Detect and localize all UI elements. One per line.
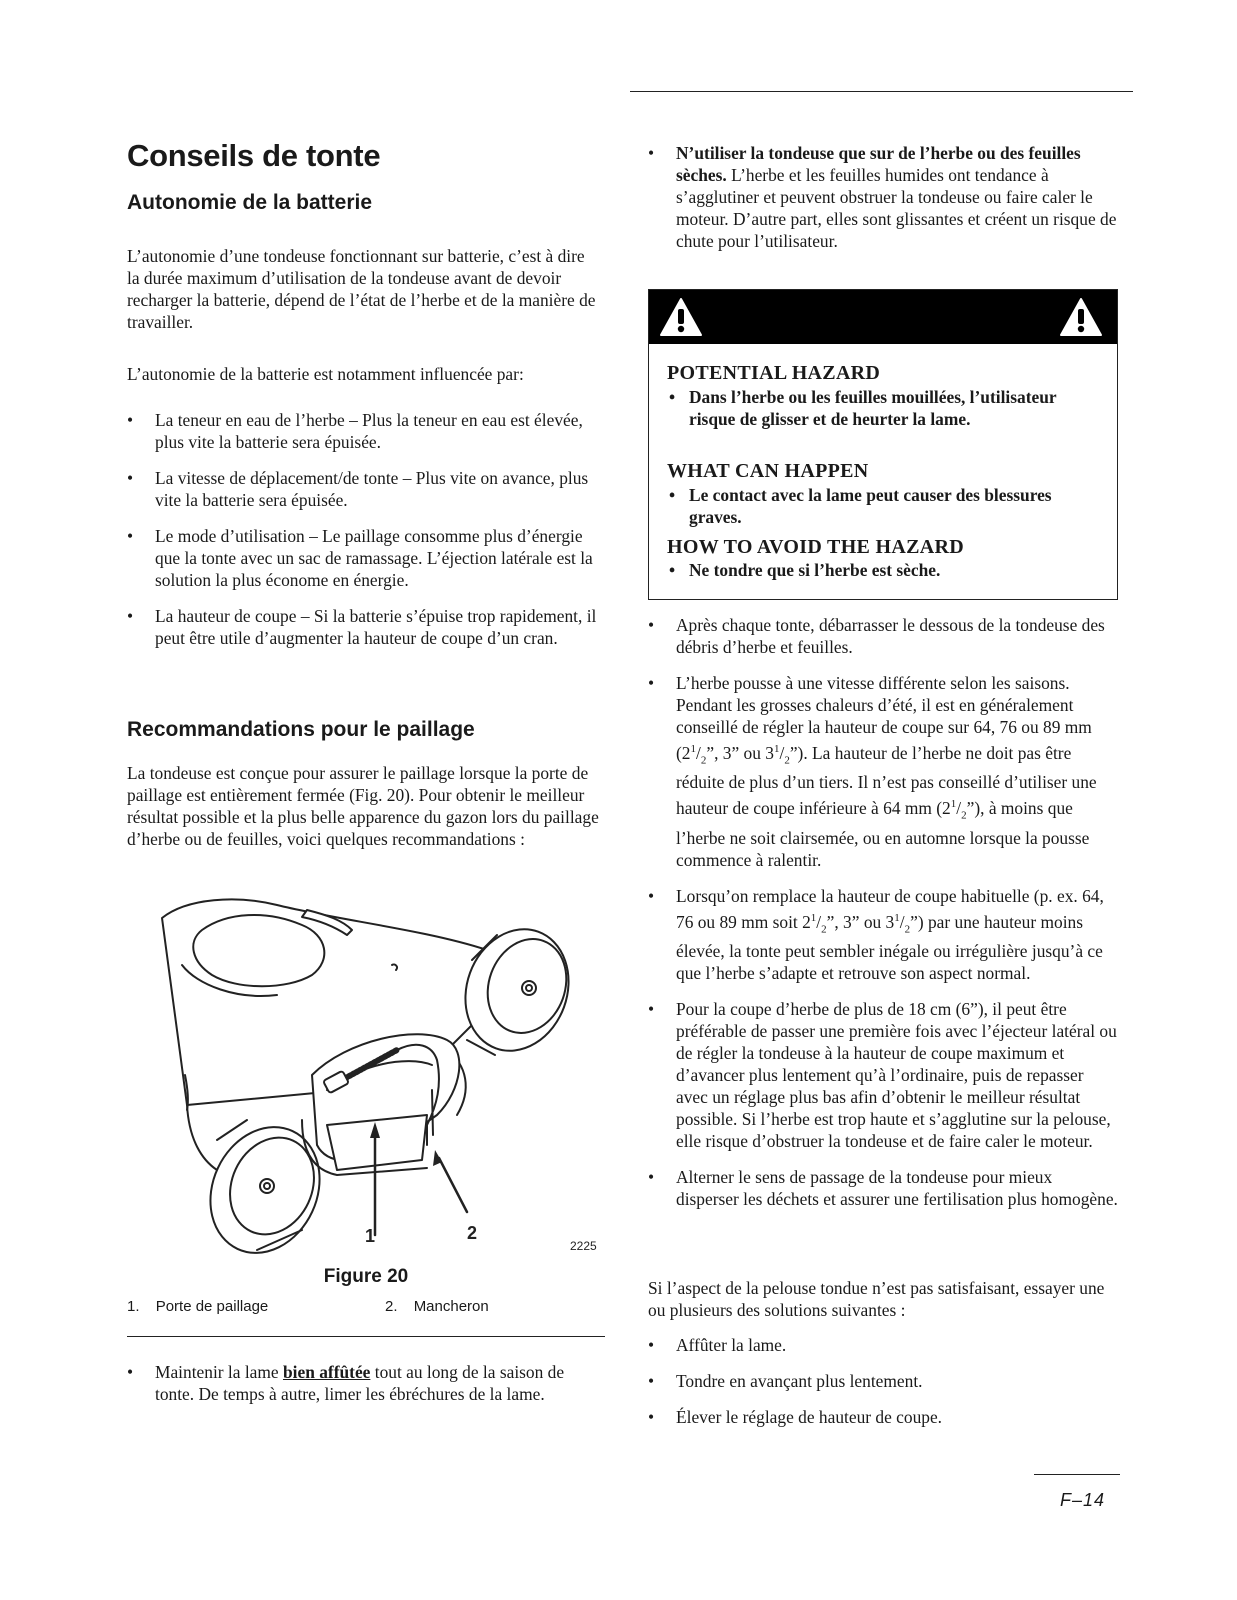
page-title: Conseils de tonte	[127, 138, 381, 173]
warning-heading-hazard: POTENTIAL HAZARD	[667, 362, 881, 384]
page-number: F–14	[1060, 1490, 1106, 1510]
list-item: • Affûter la lame.	[648, 1334, 1118, 1356]
list-item: • La hauteur de coupe – Si la batterie s’épuise trop rapidement, il peut être utile d’augmenter la hauteur de coupe d’un cran.	[127, 605, 597, 649]
list-item: • Ne tondre que si l’herbe est sèche.	[667, 559, 1097, 581]
legend-number: 2.	[385, 1298, 398, 1315]
paragraph-battery-autonomy: L’autonomie d’une tondeuse fonctionnant sur batterie, c’est à dire la durée maximum d’utilisation de la tondeuse avant de devoir recharger la batterie, dépend de l’état de l’herbe et de la manière de travailler.	[127, 246, 596, 332]
legend-text: Porte de paillage	[155, 1298, 269, 1315]
paragraph-mulching: La tondeuse est conçue pour assurer le paillage lorsque la porte de paillage est entièrement fermée (Fig. 20). Pour obtenir le meilleur résultat possible et la plus belle apparence du gazon lors du paillage d’herbe ou de feuilles, voici quelques recommandations :	[127, 763, 599, 849]
section-heading-battery: Autonomie de la batterie	[127, 191, 373, 214]
legend-number: 1.	[127, 1298, 140, 1315]
list-item: • La teneur en eau de l’herbe – Plus la teneur en eau est élevée, plus vite la batterie sera épuisée.	[127, 409, 597, 453]
paragraph-battery-influence: L’autonomie de la batterie est notamment influencée par:	[127, 364, 524, 384]
battery-factor-list	[127, 409, 597, 663]
list-item: • Dans l’herbe ou les feuilles mouillées, l’utilisateur risque de glisser et de heurter la lame.	[667, 386, 1097, 430]
callout-2-label: 2	[467, 1223, 478, 1243]
list-item: • Maintenir la lame bien affûtée tout au long de la saison de tonte. De temps à autre, limer les ébréchures de la lame.	[127, 1361, 597, 1405]
list-item: • Après chaque tonte, débarrasser le dessous de la tondeuse des débris d’herbe et feuilles.	[648, 614, 1118, 658]
warning-list-happen	[667, 484, 1097, 528]
warning-list-avoid	[667, 559, 1097, 581]
list-item: • Le mode d’utilisation – Le paillage consomme plus d’énergie que la tonte avec un sac de ramassage. L’éjection latérale est la solution la plus économe en énergie.	[127, 525, 597, 591]
list-item: • La vitesse de déplacement/de tonte – Plus vite on avance, plus vite la batterie sera épuisée.	[127, 467, 597, 511]
figure-20	[127, 890, 605, 1260]
figure-rule	[127, 1336, 605, 1337]
list-item: • L’herbe pousse à une vitesse différente selon les saisons. Pendant les grosses chaleurs d’été, il est en généralement conseillé de régler la hauteur de coupe sur 64, 76 ou 89 mm ($2^1/_2$”, 3” ou $3^1/_2$”). La hauteur de l’herbe ne doit pas être réduite de plus d’un tiers. Il n’est pas conseillé d’utiliser une hauteur de coupe inférieure à 64 mm $(2^1/_2”)$, à moins que l’herbe ne soit clairsemée, ou en automne lorsque la pousse commence à ralentir.	[648, 672, 1118, 871]
warning-header-bar	[649, 290, 1117, 344]
warning-list-hazard	[667, 386, 1097, 430]
warning-heading-happen: WHAT CAN HAPPEN	[667, 460, 869, 482]
legend-item-1	[127, 1298, 268, 1315]
blade-sharp-list	[127, 1361, 597, 1419]
list-item: • N’utiliser la tondeuse que sur de l’herbe ou des feuilles sèches. L’herbe et les feuilles humides ont tendance à s’agglutiner et peuvent obstruer la tondeuse ou faire caler le moteur. D’autre part, elles sont glissantes et créent un risque de chute pour l’utilisateur.	[648, 142, 1118, 252]
paragraph-unsatisfactory: Si l’aspect de la pelouse tondue n’est pas satisfaisant, essayer une ou plusieurs des solutions suivantes :	[648, 1278, 1105, 1320]
list-item: • Lorsqu’on remplace la hauteur de coupe habituelle (p. ex. 64, 76 ou 89 mm soit $2^1/_2$”, 3” ou $3^1/_2$”) par une hauteur moins élevée, la tonte peut sembler inégale ou irrégulière jusqu’à ce que l’herbe s’adapte et retrouve son aspect normal.	[648, 885, 1118, 984]
list-item: • Tondre en avançant plus lentement.	[648, 1370, 1118, 1392]
list-item: • Le contact avec la lame peut causer des blessures graves.	[667, 484, 1097, 528]
emphasis-text: bien affûtée	[282, 1362, 371, 1382]
footer-rule	[1034, 1474, 1120, 1475]
warning-triangle-icon	[659, 296, 703, 338]
figure-code: 2225	[570, 1239, 597, 1253]
list-item: • Alterner le sens de passage de la tondeuse pour mieux disperser les déchets et assurer une fertilisation plus homogène.	[648, 1166, 1118, 1210]
warning-box	[648, 289, 1118, 600]
dry-grass-list	[648, 142, 1118, 266]
warning-heading-avoid: HOW TO AVOID THE HAZARD	[667, 536, 964, 558]
figure-title: Figure 20	[323, 1266, 409, 1287]
list-item: • Pour la coupe d’herbe de plus de 18 cm (6”), il peut être préférable de passer une première fois avec l’éjecteur latéral ou de régler la tondeuse à la hauteur de coupe maximum et d’avancer plus lentement qu’à l’ordinaire, puis de repasser avec un réglage plus bas afin d’obtenir le meilleur résultat possible. Si l’herbe est trop haute et s’agglutine sur la pelouse, elle risque d’obstruer la tondeuse et de faire caler le moteur.	[648, 998, 1118, 1152]
mowing-tips-list	[648, 614, 1118, 1224]
section-heading-mulching: Recommandations pour le paillage	[127, 718, 475, 741]
warning-triangle-icon	[1059, 296, 1103, 338]
solutions-list	[648, 1334, 1118, 1442]
mower-illustration	[127, 890, 605, 1260]
header-rule	[630, 91, 1133, 92]
legend-item-2	[385, 1298, 489, 1315]
legend-text: Mancheron	[413, 1298, 489, 1315]
list-item: • Élever le réglage de hauteur de coupe.	[648, 1406, 1118, 1428]
callout-1-label: 1	[365, 1226, 376, 1246]
